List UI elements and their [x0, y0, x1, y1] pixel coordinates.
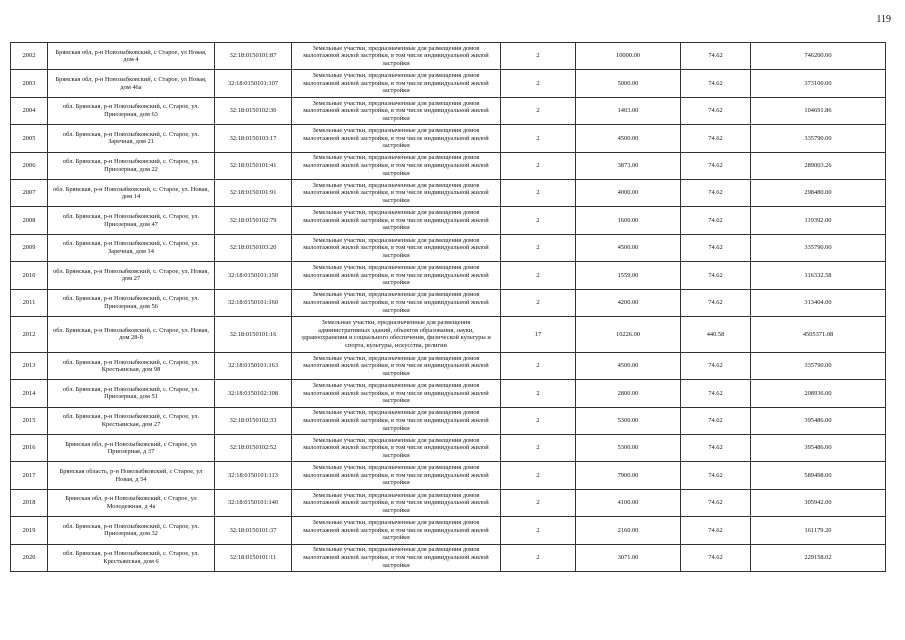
rate-cell: 74.62	[681, 544, 751, 571]
row-number: 2011	[11, 289, 48, 316]
address-cell: обл. Брянская, р-н Новозыбковский, с. Старое, ул. Заречная, дом 21	[48, 125, 215, 152]
category-cell: 2	[501, 97, 576, 124]
area-cell: 5300.00	[576, 435, 681, 462]
cadastral-value-cell: 229158.02	[751, 544, 886, 571]
category-cell: 2	[501, 380, 576, 407]
land-use-cell: Земельные участки, предназначенные для размещения домов малоэтажной жилой застройки, в том числе индивидуальной жилой застройки	[292, 462, 501, 489]
category-cell: 2	[501, 407, 576, 434]
row-number: 2016	[11, 435, 48, 462]
rate-cell: 74.62	[681, 407, 751, 434]
cadastral-number-cell: 32:18:0150102:30	[215, 97, 292, 124]
row-number: 2020	[11, 544, 48, 571]
area-cell: 4500.00	[576, 352, 681, 379]
rate-cell: 74.62	[681, 70, 751, 97]
land-use-cell: Земельные участки, предназначенные для размещения домов малоэтажной жилой застройки, в том числе индивидуальной жилой застройки	[292, 489, 501, 516]
cadastral-value-cell: 104691.86	[751, 97, 886, 124]
address-cell: обл. Брянская, р-н Новозыбковский, с. Старое, ул. Приозерная, дом 22	[48, 152, 215, 179]
address-cell: Брянская область, р-н Новозыбковский, с Старое, ул Новая, д 54	[48, 462, 215, 489]
cadastral-value-cell: 395486.00	[751, 435, 886, 462]
land-use-cell: Земельные участки, предназначенные для размещения домов малоэтажной жилой застройки, в том числе индивидуальной жилой застройки	[292, 289, 501, 316]
rate-cell: 74.62	[681, 489, 751, 516]
cadastral-number-cell: 32:18:0150101:140	[215, 489, 292, 516]
land-use-cell: Земельные участки, предназначенные для размещения домов малоэтажной жилой застройки, в том числе индивидуальной жилой застройки	[292, 380, 501, 407]
table-row	[11, 289, 886, 316]
address-cell: обл. Брянская, р-н Новозыбковский, с. Старое, ул. Новая, дом 27	[48, 262, 215, 289]
rate-cell: 74.62	[681, 435, 751, 462]
category-cell: 2	[501, 262, 576, 289]
table-row	[11, 70, 886, 97]
row-number: 2017	[11, 462, 48, 489]
row-number: 2010	[11, 262, 48, 289]
area-cell: 7900.00	[576, 462, 681, 489]
address-cell: обл. Брянская, р-н Новозыбковский, с. Старое, ул. Новая, дом 28-б	[48, 316, 215, 352]
address-cell: обл. Брянская, р-н Новозыбковский, с. Старое, ул. Крестьянская, дом 98	[48, 352, 215, 379]
table-row	[11, 380, 886, 407]
address-cell: обл. Брянская, р-н Новозыбковский, с. Старое, ул. Приозерная, дом 63	[48, 97, 215, 124]
land-use-cell: Земельные участки, предназначенные для размещения домов малоэтажной жилой застройки, в том числе индивидуальной жилой застройки	[292, 125, 501, 152]
address-cell: обл. Брянская, р-н Новозыбковский, с. Старое, ул. Приозерная, дом 56	[48, 289, 215, 316]
cadastral-number-cell: 32:18:0150102:79	[215, 207, 292, 234]
rate-cell: 74.62	[681, 380, 751, 407]
address-cell: Брянская обл, р-н Новозыбковский, с Старое, ул Приозерная, д 37	[48, 435, 215, 462]
land-use-cell: Земельные участки, предназначенные для размещения домов малоэтажной жилой застройки, в том числе индивидуальной жилой застройки	[292, 407, 501, 434]
address-cell: обл. Брянская, р-н Новозыбковский, с. Старое, ул. Крестьянская, дом 6	[48, 544, 215, 571]
area-cell: 4500.00	[576, 234, 681, 261]
row-number: 2012	[11, 316, 48, 352]
cadastral-value-cell: 589498.00	[751, 462, 886, 489]
cadastral-value-cell: 746200.00	[751, 43, 886, 70]
rate-cell: 74.62	[681, 352, 751, 379]
area-cell: 3071.00	[576, 544, 681, 571]
land-use-cell: Земельные участки, предназначенные для размещения домов малоэтажной жилой застройки, в том числе индивидуальной жилой застройки	[292, 70, 501, 97]
address-cell: обл. Брянская, р-н Новозыбковский, с. Старое, ул. Заречная, дом 14	[48, 234, 215, 261]
land-use-cell: Земельные участки, предназначенные для размещения административных зданий, объектов образования, науки, здравоохранения и социального обеспечения, физической культуры и спорта, культуры, искусства, религии	[292, 316, 501, 352]
cadastral-number-cell: 32:18:0150103:17	[215, 125, 292, 152]
land-use-cell: Земельные участки, предназначенные для размещения домов малоэтажной жилой застройки, в том числе индивидуальной жилой застройки	[292, 152, 501, 179]
area-cell: 2160.00	[576, 517, 681, 544]
table-row	[11, 234, 886, 261]
table-row	[11, 207, 886, 234]
cadastral-number-cell: 32:18:0150102:33	[215, 407, 292, 434]
table-row	[11, 262, 886, 289]
area-cell: 10226.00	[576, 316, 681, 352]
cadastral-number-cell: 32:18:0150101:37	[215, 517, 292, 544]
address-cell: Брянская обл, р-н Новозыбковский, с Старое, ул Молодежная, д 4а	[48, 489, 215, 516]
rate-cell: 74.62	[681, 262, 751, 289]
row-number: 2015	[11, 407, 48, 434]
cadastral-value-cell: 373100.00	[751, 70, 886, 97]
cadastral-value-cell: 161179.20	[751, 517, 886, 544]
address-cell: обл. Брянская, р-н Новозыбковский, с. Старое, ул. Приозерная, дом 47	[48, 207, 215, 234]
table-row	[11, 517, 886, 544]
land-use-cell: Земельные участки, предназначенные для размещения домов малоэтажной жилой застройки, в том числе индивидуальной жилой застройки	[292, 435, 501, 462]
land-use-cell: Земельные участки, предназначенные для размещения домов малоэтажной жилой застройки, в том числе индивидуальной жилой застройки	[292, 234, 501, 261]
table-row	[11, 179, 886, 206]
area-cell: 4500.00	[576, 125, 681, 152]
cadastral-value-cell: 335790.00	[751, 234, 886, 261]
table-row	[11, 489, 886, 516]
address-cell: Брянская обл, р-н Новозыбковский, с Старое, ул Новая, дом 4	[48, 43, 215, 70]
cadastral-number-cell: 32:18:0150103:20	[215, 234, 292, 261]
cadastral-value-cell: 335790.00	[751, 352, 886, 379]
rate-cell: 74.62	[681, 179, 751, 206]
cadastral-number-cell: 32:18:0150101:160	[215, 289, 292, 316]
area-cell: 5300.00	[576, 407, 681, 434]
cadastral-number-cell: 32:18:0150101:16	[215, 316, 292, 352]
rate-cell: 74.62	[681, 43, 751, 70]
cadastral-value-cell: 395486.00	[751, 407, 886, 434]
category-cell: 2	[501, 517, 576, 544]
row-number: 2002	[11, 43, 48, 70]
category-cell: 2	[501, 70, 576, 97]
land-use-cell: Земельные участки, предназначенные для размещения домов малоэтажной жилой застройки, в том числе индивидуальной жилой застройки	[292, 43, 501, 70]
rate-cell: 74.62	[681, 289, 751, 316]
area-cell: 5000.00	[576, 70, 681, 97]
cadastral-number-cell: 32:18:0150101:163	[215, 352, 292, 379]
address-cell: обл. Брянская, р-н Новозыбковский, с. Старое, ул. Крестьянская, дом 27	[48, 407, 215, 434]
land-use-cell: Земельные участки, предназначенные для размещения домов малоэтажной жилой застройки, в том числе индивидуальной жилой застройки	[292, 352, 501, 379]
category-cell: 2	[501, 289, 576, 316]
category-cell: 2	[501, 125, 576, 152]
cadastral-number-cell: 32:18:0150101:91	[215, 179, 292, 206]
cadastral-number-cell: 32:18:0150102:108	[215, 380, 292, 407]
cadastral-number-cell: 32:18:0150101:41	[215, 152, 292, 179]
row-number: 2006	[11, 152, 48, 179]
rate-cell: 74.62	[681, 234, 751, 261]
area-cell: 10000.00	[576, 43, 681, 70]
page-number: 119	[876, 14, 891, 25]
table-row	[11, 316, 886, 352]
rate-cell: 74.62	[681, 152, 751, 179]
area-cell: 1559.00	[576, 262, 681, 289]
land-use-cell: Земельные участки, предназначенные для размещения домов малоэтажной жилой застройки, в том числе индивидуальной жилой застройки	[292, 97, 501, 124]
row-number: 2019	[11, 517, 48, 544]
area-cell: 2800.00	[576, 380, 681, 407]
cadastral-value-cell: 305942.00	[751, 489, 886, 516]
cadastral-number-cell: 32:18:0150102:52	[215, 435, 292, 462]
table-body	[11, 43, 886, 572]
row-number: 2007	[11, 179, 48, 206]
table-row	[11, 97, 886, 124]
cadastral-value-cell: 208936.00	[751, 380, 886, 407]
category-cell: 2	[501, 179, 576, 206]
address-cell: обл. Брянская, р-н Новозыбковский, с. Старое, ул. Приозерная, дом 32	[48, 517, 215, 544]
area-cell: 4100.00	[576, 489, 681, 516]
land-use-cell: Земельные участки, предназначенные для размещения домов малоэтажной жилой застройки, в том числе индивидуальной жилой застройки	[292, 179, 501, 206]
cadastral-number-cell: 32:18:0150101:87	[215, 43, 292, 70]
land-use-cell: Земельные участки, предназначенные для размещения домов малоэтажной жилой застройки, в том числе индивидуальной жилой застройки	[292, 262, 501, 289]
category-cell: 2	[501, 544, 576, 571]
cadastral-number-cell: 32:18:0150101:150	[215, 262, 292, 289]
land-use-cell: Земельные участки, предназначенные для размещения домов малоэтажной жилой застройки, в том числе индивидуальной жилой застройки	[292, 544, 501, 571]
cadastral-number-cell: 32:18:0150101:11	[215, 544, 292, 571]
land-use-cell: Земельные участки, предназначенные для размещения домов малоэтажной жилой застройки, в том числе индивидуальной жилой застройки	[292, 517, 501, 544]
table-row	[11, 462, 886, 489]
area-cell: 3873.00	[576, 152, 681, 179]
category-cell: 2	[501, 152, 576, 179]
cadastral-number-cell: 32:18:0150101:107	[215, 70, 292, 97]
row-number: 2004	[11, 97, 48, 124]
rate-cell: 74.62	[681, 517, 751, 544]
row-number: 2003	[11, 70, 48, 97]
row-number: 2014	[11, 380, 48, 407]
category-cell: 2	[501, 234, 576, 261]
table-row	[11, 435, 886, 462]
cadastral-value-cell: 116332.58	[751, 262, 886, 289]
area-cell: 1600.00	[576, 207, 681, 234]
rate-cell: 74.62	[681, 125, 751, 152]
row-number: 2013	[11, 352, 48, 379]
table-row	[11, 407, 886, 434]
table-row	[11, 152, 886, 179]
cadastral-value-cell: 4505371.08	[751, 316, 886, 352]
rate-cell: 74.62	[681, 97, 751, 124]
cadastral-value-cell: 335790.00	[751, 125, 886, 152]
area-cell: 1403.00	[576, 97, 681, 124]
category-cell: 2	[501, 207, 576, 234]
cadastral-value-table	[10, 42, 886, 572]
table-row	[11, 43, 886, 70]
address-cell: Брянская обл, р-н Новозыбковский, с Старое, ул Новая, дом 46а	[48, 70, 215, 97]
cadastral-value-cell: 298480.00	[751, 179, 886, 206]
rate-cell: 74.62	[681, 207, 751, 234]
rate-cell: 74.62	[681, 462, 751, 489]
cadastral-number-cell: 32:18:0150101:113	[215, 462, 292, 489]
cadastral-value-cell: 313404.00	[751, 289, 886, 316]
area-cell: 4200.00	[576, 289, 681, 316]
row-number: 2018	[11, 489, 48, 516]
category-cell: 2	[501, 489, 576, 516]
row-number: 2008	[11, 207, 48, 234]
cadastral-value-cell: 119392.00	[751, 207, 886, 234]
address-cell: обл. Брянская, р-н Новозыбковский, с. Старое, ул. Новая, дом 14	[48, 179, 215, 206]
cadastral-value-cell: 289003.26	[751, 152, 886, 179]
category-cell: 2	[501, 462, 576, 489]
category-cell: 2	[501, 435, 576, 462]
category-cell: 2	[501, 43, 576, 70]
category-cell: 2	[501, 352, 576, 379]
table-row	[11, 544, 886, 571]
table-row	[11, 125, 886, 152]
category-cell: 17	[501, 316, 576, 352]
row-number: 2005	[11, 125, 48, 152]
rate-cell: 440.58	[681, 316, 751, 352]
row-number: 2009	[11, 234, 48, 261]
land-use-cell: Земельные участки, предназначенные для размещения домов малоэтажной жилой застройки, в том числе индивидуальной жилой застройки	[292, 207, 501, 234]
area-cell: 4000.00	[576, 179, 681, 206]
table-row	[11, 352, 886, 379]
address-cell: обл. Брянская, р-н Новозыбковский, с. Старое, ул. Приозерная, дом 51	[48, 380, 215, 407]
